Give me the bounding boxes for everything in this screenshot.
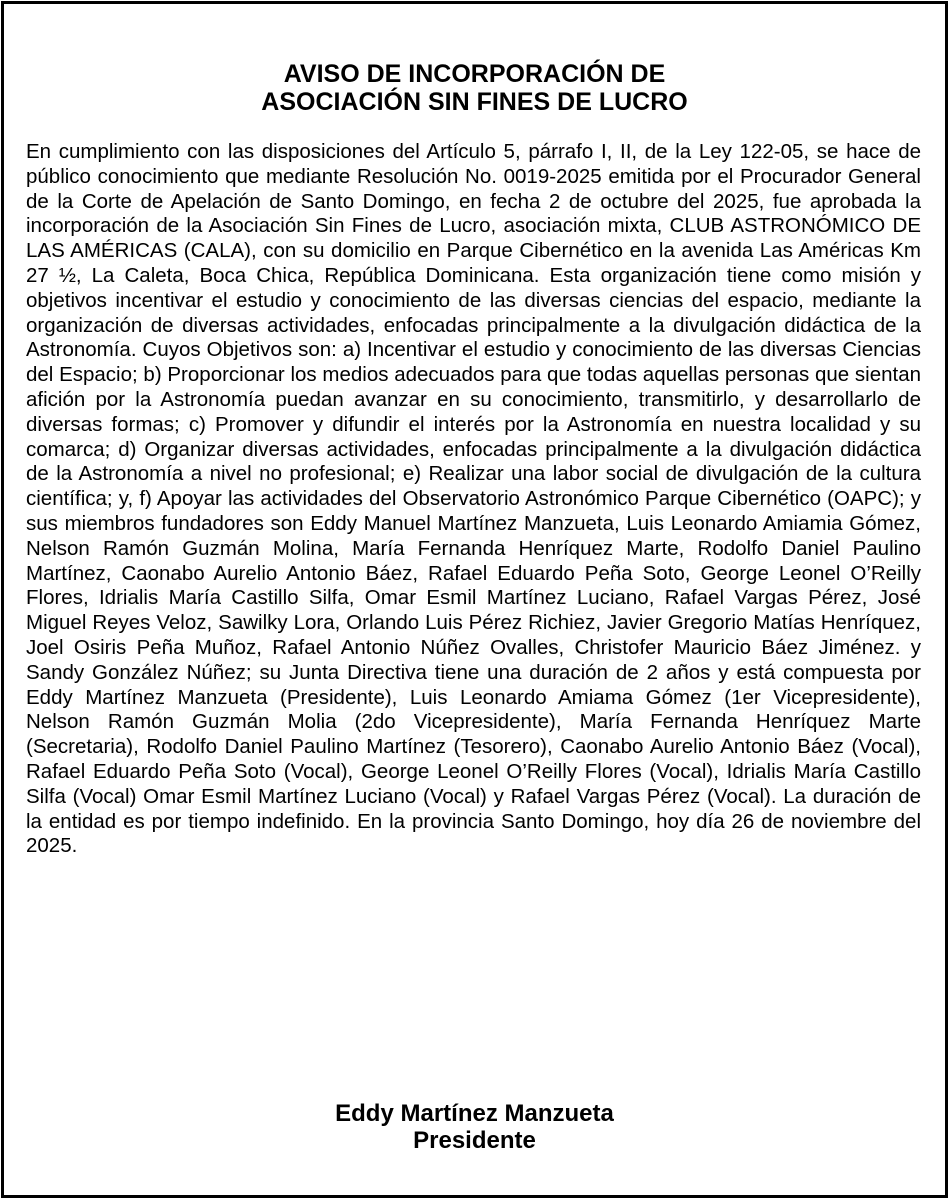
notice-title-line2: ASOCIACIÓN SIN FINES DE LUCRO: [261, 88, 688, 116]
signature-block: [4, 1100, 945, 1154]
signature-name: Eddy Martínez Manzueta: [335, 1100, 614, 1127]
notice-title: [4, 60, 945, 116]
notice-title-line1: AVISO DE INCORPORACIÓN DE: [283, 60, 666, 88]
signature-role: Presidente: [413, 1127, 536, 1154]
notice-body: En cumplimiento con las disposiciones del Artículo 5, párrafo I, II, de la Ley 122-05, se hace de público conocimiento que mediante Resolución No. 0019-2025 emitida por el Procurador General de la Corte de Apelación de Santo Domingo, en fecha 2 de octubre del 2025, fue aprobada la incorporación de la Asociación Sin Fines de Lucro, asociación mixta, CLUB ASTRONÓMICO DE LAS AMÉRICAS (CALA), con su domicilio en Parque Cibernético en la avenida Las Américas Km 27 ½, La Caleta, Boca Chica, República Dominicana. Esta organización tiene como misión y objetivos incentivar el estudio y conocimiento de las diversas ciencias del espacio, mediante la organización de diversas actividades, enfocadas principalmente a la divulgación didáctica de la Astronomía. Cuyos Objetivos son: a) Incentivar el estudio y conocimiento de las diversas Ciencias del Espacio; b) Proporcionar los medios adecuados para que todas aquellas personas que sientan afición por la Astronomía puedan avanzar en su conocimiento, transmitirlo, y desarrollarlo de diversas formas; c) Promover y difundir el interés por la Astronomía en nuestra localidad y su comarca; d) Organizar diversas actividades, enfocadas principalmente a la divulgación didáctica de la Astronomía a nivel no profesional; e) Realizar una labor social de divulgación de la cultura científica; y, f) Apoyar las actividades del Observatorio Astronómico Parque Cibernético (OAPC); y sus miembros fundadores son Eddy Manuel Martínez Manzueta, Luis Leonardo Amiamia Gómez, Nelson Ramón Guzmán Molina, María Fernanda Henríquez Marte, Rodolfo Daniel Paulino Martínez, Caonabo Aurelio Antonio Báez, Rafael Eduardo Peña Soto, George Leonel O’Reilly Flores, Idrialis María Castillo Silfa, Omar Esmil Martínez Luciano, Rafael Vargas Pérez, José Miguel Reyes Veloz, Sawilky Lora, Orlando Luis Pérez Richiez, Javier Gregorio Matías Henríquez, Joel Osiris Peña Muñoz, Rafael Antonio Núñez Ovalles, Christofer Mauricio Báez Jiménez. y Sandy González Núñez; su Junta Directiva tiene una duración de 2 años y está compuesta por Eddy Martínez Manzueta (Presidente), Luis Leonardo Amiama Gómez (1er Vicepresidente), Nelson Ramón Guzmán Molia (2do Vicepresidente), María Fernanda Henríquez Marte (Secretaria), Rodolfo Daniel Paulino Martínez (Tesorero), Caonabo Aurelio Antonio Báez (Vocal), Rafael Eduardo Peña Soto (Vocal), George Leonel O’Reilly Flores (Vocal), Idrialis María Castillo Silfa (Vocal) Omar Esmil Martínez Luciano (Vocal) y Rafael Vargas Pérez (Vocal). La duración de la entidad es por tiempo indefinido. En la provincia Santo Domingo, hoy día 26 de noviembre del 2025.: [26, 140, 921, 858]
notice-frame: [1, 1, 948, 1198]
